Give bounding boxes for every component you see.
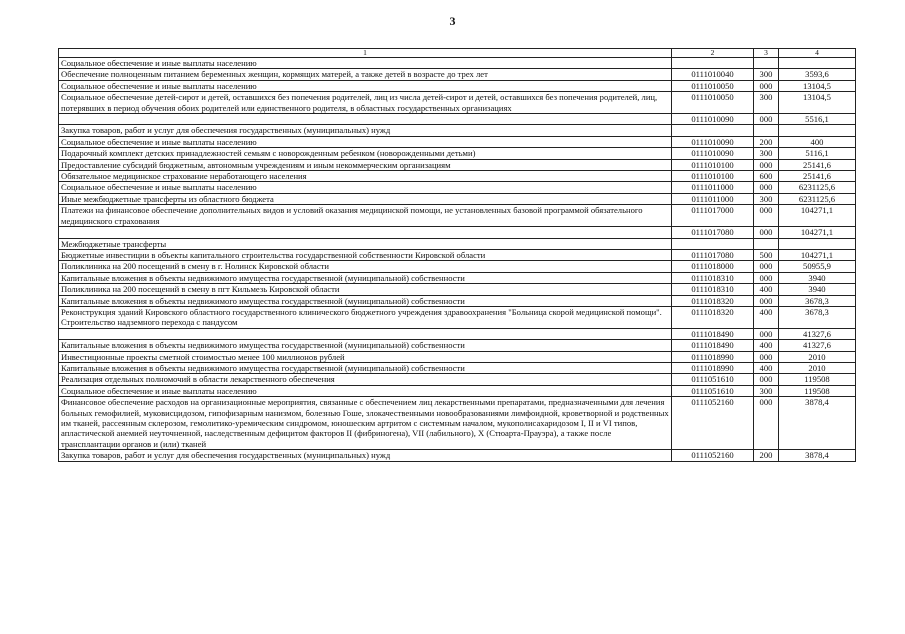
table-header-row	[59, 49, 856, 58]
row-name: Обязательное медицинское страхование неработающего населения	[59, 171, 672, 182]
row-type: 200	[754, 136, 779, 147]
row-sum: 13104,5	[779, 92, 856, 114]
row-code: 0111018490	[672, 340, 754, 351]
row-type: 000	[754, 227, 779, 238]
row-type: 000	[754, 328, 779, 339]
budget-table	[58, 48, 856, 462]
table-row	[59, 295, 856, 306]
row-name: Капитальные вложения в объекты недвижимого имущества государственной (муниципальной) собственности	[59, 340, 672, 351]
table-row	[59, 306, 856, 328]
table-row	[59, 238, 856, 249]
row-sum: 25141,6	[779, 171, 856, 182]
row-sum	[779, 125, 856, 136]
table-row	[59, 114, 856, 125]
row-name: Иные межбюджетные трансферты из областного бюджета	[59, 193, 672, 204]
row-sum: 3678,3	[779, 306, 856, 328]
table-row	[59, 385, 856, 396]
row-code: 0111010100	[672, 159, 754, 170]
row-sum: 3593,6	[779, 69, 856, 80]
row-code: 0111018490	[672, 328, 754, 339]
row-type	[754, 58, 779, 69]
row-code: 0111011000	[672, 193, 754, 204]
row-type: 300	[754, 92, 779, 114]
row-code: 0111018990	[672, 351, 754, 362]
row-type: 000	[754, 261, 779, 272]
row-type: 500	[754, 249, 779, 260]
table-row	[59, 397, 856, 450]
row-code	[672, 125, 754, 136]
row-code	[672, 238, 754, 249]
page-number: 3	[449, 14, 456, 28]
table-row	[59, 58, 856, 69]
row-name: Капитальные вложения в объекты недвижимого имущества государственной (муниципальной) собственности	[59, 362, 672, 373]
row-name: Закупка товаров, работ и услуг для обеспечения государственных (муниципальных) нужд	[59, 450, 672, 461]
row-sum	[779, 238, 856, 249]
row-code: 0111017000	[672, 205, 754, 227]
row-type	[754, 125, 779, 136]
row-sum: 400	[779, 136, 856, 147]
row-sum: 6231125,6	[779, 193, 856, 204]
row-type: 300	[754, 69, 779, 80]
row-name: Финансовое обеспечение расходов на организационные мероприятия, связанные с обеспечением лиц лекарственными препаратами, предназначенными для лечения больных гемофилией, муковисцидозом, гипофизарным нанизмом, болезнью Гоше, злокачественными новообразованиями лимфоидной, кроветворной и родственных им тканей, рассеянным склерозом, гемолитико-уремическим синдромом, юношеским артритом с системным началом, мукополисахаридозом I, II и VI типов, апластической анемией неуточненной, наследственным дефицитом факторов II (фибриногена), VII (лабильного), X (Стюарта-Прауэра), а также после трансплантации органов и (или) тканей	[59, 397, 672, 450]
table-row	[59, 205, 856, 227]
row-type: 300	[754, 148, 779, 159]
row-code: 0111010050	[672, 80, 754, 91]
table-row	[59, 261, 856, 272]
row-sum	[779, 58, 856, 69]
row-type: 000	[754, 114, 779, 125]
row-code: 0111051610	[672, 374, 754, 385]
row-name: Социальное обеспечение и иные выплаты населению	[59, 385, 672, 396]
row-code: 0111010090	[672, 148, 754, 159]
table-row	[59, 136, 856, 147]
row-sum: 119508	[779, 385, 856, 396]
row-name: Обеспечение полноценным питанием беременных женщин, кормящих матерей, а также детей в возрасте до трех лет	[59, 69, 672, 80]
table-row	[59, 193, 856, 204]
row-type: 200	[754, 450, 779, 461]
row-sum: 104271,1	[779, 205, 856, 227]
row-type: 400	[754, 362, 779, 373]
row-name: Социальное обеспечение и иные выплаты населению	[59, 80, 672, 91]
row-code: 0111018310	[672, 284, 754, 295]
row-name: Социальное обеспечение детей-сирот и детей, оставшихся без попечения родителей, лиц из числа детей-сирот и детей, оставшихся без попечения родителей, лиц, потерявших в период обучения обоих родителей или единственного родителя, в областных государственных организациях	[59, 92, 672, 114]
row-name: Социальное обеспечение и иные выплаты населению	[59, 136, 672, 147]
row-name	[59, 328, 672, 339]
row-name: Реализация отдельных полномочий в области лекарственного обеспечения	[59, 374, 672, 385]
row-type: 000	[754, 351, 779, 362]
row-code: 0111018000	[672, 261, 754, 272]
row-sum: 3940	[779, 284, 856, 295]
row-name: Бюджетные инвестиции в объекты капитального строительства государственной собственности Кировской области	[59, 249, 672, 260]
row-name: Капитальные вложения в объекты недвижимого имущества государственной (муниципальной) собственности	[59, 272, 672, 283]
row-code: 0111010050	[672, 92, 754, 114]
row-sum: 2010	[779, 362, 856, 373]
row-name: Платежи на финансовое обеспечение дополнительных видов и условий оказания медицинской помощи, не установленных базовой программой обязательного медицинского страхования	[59, 205, 672, 227]
row-sum: 5116,1	[779, 148, 856, 159]
row-name: Подарочный комплект детских принадлежностей семьям с новорожденным ребенком (новорожденными детьми)	[59, 148, 672, 159]
table-row	[59, 450, 856, 461]
table-row	[59, 171, 856, 182]
row-name: Предоставление субсидий бюджетным, автономным учреждениям и иным некоммерческим организациям	[59, 159, 672, 170]
row-name	[59, 114, 672, 125]
row-sum: 3678,3	[779, 295, 856, 306]
row-name: Межбюджетные трансферты	[59, 238, 672, 249]
row-code: 0111017080	[672, 249, 754, 260]
row-type	[754, 238, 779, 249]
row-code: 0111018320	[672, 306, 754, 328]
row-type: 400	[754, 340, 779, 351]
row-type: 000	[754, 397, 779, 450]
table-row	[59, 182, 856, 193]
row-code: 0111052160	[672, 450, 754, 461]
header-col-4: 4	[779, 49, 856, 58]
row-sum: 41327,6	[779, 340, 856, 351]
row-sum: 13104,5	[779, 80, 856, 91]
row-code: 0111018990	[672, 362, 754, 373]
row-code: 0111018310	[672, 272, 754, 283]
table-row	[59, 92, 856, 114]
row-sum: 6231125,6	[779, 182, 856, 193]
table-row	[59, 148, 856, 159]
row-sum: 41327,6	[779, 328, 856, 339]
header-col-3: 3	[754, 49, 779, 58]
row-sum: 3878,4	[779, 397, 856, 450]
row-type: 000	[754, 182, 779, 193]
table-row	[59, 272, 856, 283]
row-name: Социальное обеспечение и иные выплаты населению	[59, 182, 672, 193]
row-type: 000	[754, 159, 779, 170]
row-name: Социальное обеспечение и иные выплаты населению	[59, 58, 672, 69]
table-row	[59, 227, 856, 238]
row-name: Поликлиника на 200 посещений в смену в пгт Кильмезь Кировской области	[59, 284, 672, 295]
row-name: Инвестиционные проекты сметной стоимостью менее 100 миллионов рублей	[59, 351, 672, 362]
row-type: 300	[754, 385, 779, 396]
row-sum: 50955,9	[779, 261, 856, 272]
row-name	[59, 227, 672, 238]
row-sum: 119508	[779, 374, 856, 385]
row-type: 600	[754, 171, 779, 182]
row-sum: 3878,4	[779, 450, 856, 461]
row-type: 000	[754, 80, 779, 91]
row-code: 0111010090	[672, 114, 754, 125]
row-code: 0111017080	[672, 227, 754, 238]
table-row	[59, 125, 856, 136]
table-row	[59, 69, 856, 80]
table-row	[59, 362, 856, 373]
row-code: 0111052160	[672, 397, 754, 450]
row-name: Закупка товаров, работ и услуг для обеспечения государственных (муниципальных) нужд	[59, 125, 672, 136]
row-code: 0111010040	[672, 69, 754, 80]
row-code	[672, 58, 754, 69]
row-type: 000	[754, 295, 779, 306]
row-code: 0111010090	[672, 136, 754, 147]
row-type: 300	[754, 193, 779, 204]
row-name: Реконструкция зданий Кировского областного государственного клинического бюджетного учреждения здравоохранения "Больница скорой медицинской помощи". Строительство надземного перехода с пандусом	[59, 306, 672, 328]
row-name: Капитальные вложения в объекты недвижимого имущества государственной (муниципальной) собственности	[59, 295, 672, 306]
row-type: 000	[754, 272, 779, 283]
row-code: 0111051610	[672, 385, 754, 396]
table-row	[59, 328, 856, 339]
table-row	[59, 249, 856, 260]
row-type: 400	[754, 284, 779, 295]
row-type: 000	[754, 374, 779, 385]
row-code: 0111018320	[672, 295, 754, 306]
table-row	[59, 80, 856, 91]
row-sum: 104271,1	[779, 249, 856, 260]
row-sum: 2010	[779, 351, 856, 362]
row-code: 0111011000	[672, 182, 754, 193]
row-name: Поликлиника на 200 посещений в смену в г. Нолинск Кировской области	[59, 261, 672, 272]
table-row	[59, 159, 856, 170]
row-sum: 25141,6	[779, 159, 856, 170]
row-sum: 104271,1	[779, 227, 856, 238]
table-row	[59, 374, 856, 385]
table-row	[59, 351, 856, 362]
header-col-1: 1	[59, 49, 672, 58]
row-sum: 5516,1	[779, 114, 856, 125]
row-type: 400	[754, 306, 779, 328]
table-row	[59, 284, 856, 295]
table-row	[59, 340, 856, 351]
row-type: 000	[754, 205, 779, 227]
row-sum: 3940	[779, 272, 856, 283]
header-col-2: 2	[672, 49, 754, 58]
row-code: 0111010100	[672, 171, 754, 182]
